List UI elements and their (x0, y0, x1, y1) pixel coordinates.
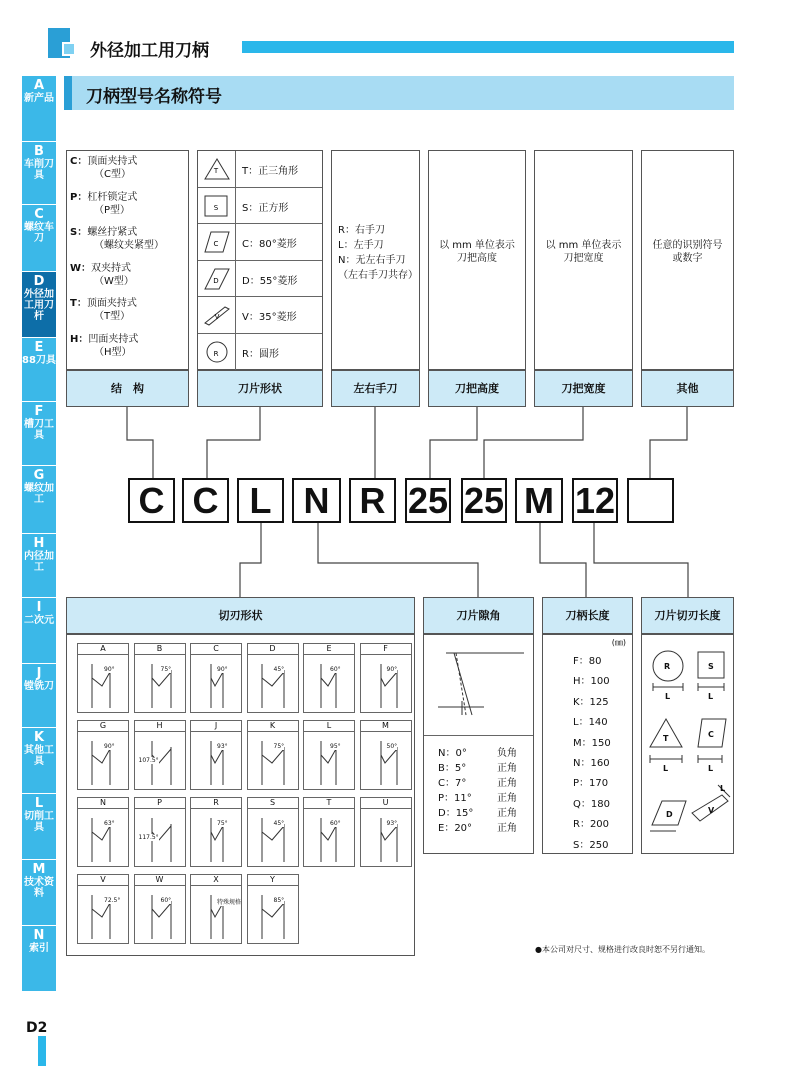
clamp-code: C： (70, 156, 88, 167)
cell-angle: 60° (160, 897, 172, 904)
cell-letter: V (78, 875, 128, 886)
subtitle: 刀柄型号名称符号 (86, 87, 222, 107)
cell-letter: Y (248, 875, 298, 886)
clearance-type: 正角 (497, 763, 517, 774)
sidebar-tab-text: 索引 (29, 943, 49, 954)
length-item: L：140 (573, 717, 608, 729)
cell-angle: 75° (217, 820, 228, 827)
cutting-shape-cell-w (134, 874, 186, 944)
sidebar-tab-text: 外径加工用刀杆 (24, 289, 54, 322)
code-box-2: C (182, 478, 229, 523)
insert-shape-text: S：正方形 (242, 202, 289, 214)
svg-text:V: V (214, 313, 220, 321)
page-number: D2 (26, 1020, 48, 1036)
svg-text:R: R (213, 349, 219, 358)
edge-length-diagrams (642, 635, 733, 853)
clamp-name: 杠杆锁定式 (87, 191, 138, 203)
clamp-sub: （T型） (94, 311, 131, 322)
edge-length-marks (663, 662, 725, 819)
length-unit: (㎜) (611, 638, 626, 647)
length-item: H：100 (573, 676, 610, 688)
cutting-edge-icon (191, 887, 241, 943)
cell-letter: P (135, 798, 185, 809)
clamp-sub: （C型） (94, 169, 131, 180)
cutting-edge-icon (304, 810, 354, 866)
clearance-code: N：0° (438, 748, 467, 759)
width-label: 刀把宽度 (534, 370, 633, 407)
hand-line: （左右手刀共存） (338, 270, 418, 281)
cell-letter: L (304, 721, 354, 732)
clearance-item (438, 821, 529, 836)
sidebar-tab-text: 镗铣刀 (24, 681, 54, 692)
insert-shape-label: 刀片形状 (197, 370, 323, 407)
length-label: 刀柄长度 (542, 597, 633, 634)
sidebar-tab-text: 切削工具 (24, 811, 54, 833)
cutting-edge-icon (78, 656, 128, 712)
cutting-edge-icon (304, 656, 354, 712)
clamp-name: 凹面夹持式 (88, 333, 139, 345)
clearance-type: 负角 (497, 748, 517, 759)
sidebar-tab-letter: B (34, 144, 44, 159)
cell-letter: S (248, 798, 298, 809)
code-box-4: N (292, 478, 341, 523)
length-item: F：80 (573, 656, 602, 667)
length-item: Q：180 (573, 798, 610, 810)
cell-angle: 90° (217, 666, 228, 673)
sidebar-tab-m[interactable] (22, 860, 56, 926)
cutting-edge-icon (248, 810, 298, 866)
cutting-shape-label: 切刃形状 (66, 597, 415, 634)
clearance-box (423, 634, 534, 854)
clamp-code: H： (70, 333, 89, 345)
sidebar-tab-text: 螺纹加工 (24, 483, 54, 505)
cutting-edge-icon (191, 810, 241, 866)
clearance-label: 刀片隙角 (423, 597, 534, 634)
other-label: 其他 (641, 370, 734, 407)
length-item: P：170 (573, 778, 609, 790)
clearance-item (438, 746, 529, 761)
cutting-shape-cell-p (134, 797, 186, 867)
sidebar-tab-letter: G (33, 468, 45, 483)
clamp-code: P： (70, 191, 88, 203)
cutting-shape-cell-r (190, 797, 242, 867)
cutting-shape-cell-g (77, 720, 129, 790)
page-number-bar (38, 1036, 46, 1066)
edge-length-label: 刀片切刃长度 (641, 597, 734, 634)
cutting-edge-icon (191, 656, 241, 712)
clearance-item (438, 761, 529, 776)
clamp-sub: （螺纹夹紧型） (94, 240, 164, 251)
cell-letter: M (361, 721, 411, 732)
cutting-shape-cell-x (190, 874, 242, 944)
length-item: K：125 (573, 696, 609, 708)
cutting-edge-icon (361, 733, 411, 789)
clearance-item (438, 776, 529, 791)
cell-angle: 95° (330, 743, 341, 750)
sidebar-tab-letter: H (33, 536, 45, 551)
cell-letter: B (135, 644, 185, 655)
clearance-type: 正角 (497, 778, 517, 789)
mark-r: R (664, 662, 671, 671)
sidebar-tab-text: 螺纹车刀 (24, 222, 54, 244)
clearance-code: E：20° (438, 823, 473, 834)
sidebar-tab-letter: C (34, 207, 44, 222)
svg-text:C: C (213, 240, 219, 248)
sidebar-tab-l[interactable] (22, 794, 56, 860)
cutting-edge-icon (135, 656, 185, 712)
code-box-5: R (349, 478, 396, 523)
clamp-name: 顶面夹持式 (87, 156, 138, 167)
cutting-edge-icon (191, 733, 241, 789)
height-text: 以 mm 单位表示刀把高度 (439, 240, 515, 264)
svg-text:D: D (213, 276, 219, 285)
cutting-shape-cell-u (360, 797, 412, 867)
mark-l-2: L (708, 692, 714, 701)
hand-line: R：右手刀 (338, 225, 385, 236)
code-box-6: 25 (405, 478, 451, 523)
length-item: S：250 (573, 839, 609, 851)
cutting-shape-cell-y (247, 874, 299, 944)
cutting-shape-cell-j (190, 720, 242, 790)
cell-letter: H (135, 721, 185, 732)
code-box-3: L (237, 478, 284, 523)
sidebar-tab-text: 技术资料 (24, 877, 54, 899)
cell-letter: G (78, 721, 128, 732)
cell-letter: W (135, 875, 185, 886)
cutting-edge-icon (361, 656, 411, 712)
cutting-shape-cell-d (247, 643, 299, 713)
sidebar-tab-n[interactable] (22, 926, 56, 992)
insert-shape-text: R：圆形 (242, 348, 279, 360)
mark-d: D (666, 810, 673, 819)
mark-t: T (663, 734, 669, 743)
sidebar-tab-text: 内径加工 (24, 551, 54, 573)
sidebar-tab-text: 二次元 (24, 615, 54, 626)
clamp-name: 顶面夹持式 (86, 298, 137, 309)
hand-line: N：无左右手刀 (338, 255, 406, 266)
hand-line: L：左手刀 (338, 240, 384, 251)
mark-s: S (708, 662, 714, 671)
cell-angle: 72.5° (104, 897, 121, 904)
cutting-shape-cell-v (77, 874, 129, 944)
cell-letter: K (248, 721, 298, 732)
cell-letter: D (248, 644, 298, 655)
insert-shape-text: D：55°菱形 (242, 275, 298, 287)
cutting-shape-cell-a (77, 643, 129, 713)
sidebar-tab-letter: L (34, 796, 44, 811)
clearance-code: B：5° (438, 763, 467, 774)
cutting-edge-icon (135, 887, 185, 943)
code-box-10 (627, 478, 674, 523)
cell-angle: 45° (273, 666, 285, 673)
sidebar-tab-letter: E (34, 340, 44, 355)
sidebar-tab-k[interactable] (22, 728, 56, 794)
width-text: 以 mm 单位表示刀把宽度 (545, 240, 622, 264)
clearance-code: C：7° (438, 778, 467, 789)
sidebar-tab-letter: A (33, 78, 45, 93)
sidebar-tab-letter: I (36, 600, 42, 615)
cutting-shape-cell-l (303, 720, 355, 790)
clearance-item (438, 806, 529, 821)
sidebar-tab-text: 其他工具 (24, 745, 54, 767)
clearance-code: P：11° (438, 793, 472, 804)
clamp-sub: （W型） (94, 275, 134, 287)
sidebar-tab-letter: F (34, 404, 44, 419)
svg-text:S: S (213, 203, 219, 212)
section-title: 外径加工用刀柄 (90, 41, 209, 61)
cell-angle: 90° (386, 666, 398, 673)
cutting-edge-icon (78, 733, 128, 789)
clearance-code: D：15° (438, 808, 474, 819)
code-box-1: C (128, 478, 175, 523)
cell-angle: 93° (217, 743, 228, 750)
cutting-edge-icon (361, 810, 411, 866)
cell-angle: 75° (160, 666, 172, 673)
mark-l-3: L (663, 764, 669, 773)
cell-letter: A (78, 644, 128, 655)
cell-letter: E (304, 644, 354, 655)
cell-letter: U (361, 798, 411, 809)
clearance-angle-diagram (424, 635, 533, 727)
sidebar-tab-letter: M (32, 862, 46, 877)
cell-angle: 60° (330, 820, 341, 827)
cutting-shape-cell-m (360, 720, 412, 790)
cell-letter: F (361, 644, 411, 655)
edge-length-box (641, 634, 734, 854)
sidebar-tab-j[interactable] (22, 664, 56, 728)
cutting-shape-cell-n (77, 797, 129, 867)
cell-angle: 117.5° (138, 834, 159, 841)
sidebar-tab-letter: K (33, 730, 45, 745)
cutting-shape-cell-t (303, 797, 355, 867)
clamp-sub: （H型） (94, 346, 132, 358)
clearance-type: 正角 (497, 793, 517, 804)
cutting-shape-cell-e (303, 643, 355, 713)
cutting-shape-box (66, 634, 415, 956)
code-box-9: 12 (572, 478, 618, 523)
mark-c: C (708, 730, 714, 739)
mark-l-5: L (720, 784, 726, 793)
sidebar-tab-text: 新产品 (24, 93, 54, 104)
insert-shape-text: V：35°菱形 (242, 312, 297, 323)
cell-letter: X (191, 875, 241, 886)
cutting-shape-cell-c (190, 643, 242, 713)
cutting-shape-cell-s (247, 797, 299, 867)
insert-shape-text: C：80°菱形 (242, 239, 297, 250)
cell-angle: 93° (386, 820, 398, 827)
code-box-7: 25 (461, 478, 507, 523)
sidebar-tab-text: 槽刀工具 (24, 419, 54, 441)
length-item: N：160 (573, 758, 610, 770)
cell-angle: 90° (104, 666, 115, 673)
cell-angle: 85° (273, 897, 285, 904)
code-box-8: M (515, 478, 563, 523)
cell-letter: J (191, 721, 241, 732)
insert-shape-text: T：正三角形 (242, 166, 299, 177)
cell-angle: 45° (273, 820, 285, 827)
cell-angle: 107.5° (138, 757, 159, 764)
clearance-type: 正角 (497, 823, 517, 834)
cutting-shape-cell-b (134, 643, 186, 713)
sidebar-tab-i[interactable] (22, 598, 56, 664)
mark-l-4: L (708, 764, 714, 773)
cell-angle: 75° (273, 743, 285, 750)
cutting-shape-cell-h (134, 720, 186, 790)
mark-l-1: L (665, 692, 671, 701)
clamp-label: 结 构 (66, 370, 189, 407)
length-item: R：200 (573, 819, 610, 831)
hand-label: 左右手刀 (331, 370, 420, 407)
clamp-code: T： (70, 298, 87, 309)
clamp-name: 螺丝拧紧式 (87, 227, 138, 238)
clearance-item (438, 791, 529, 806)
sidebar-tab-text: 车削刀具 (24, 159, 54, 181)
sidebar-tab-letter: J (36, 666, 42, 681)
footnote: ●本公司对尺寸、规格进行改良时恕不另行通知。 (535, 945, 710, 954)
clamp-code: W： (70, 262, 92, 274)
cell-angle: 60° (330, 666, 341, 673)
sidebar-tab-text: 88刀具 (22, 355, 56, 366)
clamp-name: 双夹持式 (91, 262, 132, 274)
clearance-type: 正角 (497, 808, 517, 819)
clamp-sub: （P型） (94, 204, 131, 216)
cell-angle: 63° (104, 820, 115, 827)
cell-letter: N (78, 798, 128, 809)
other-text: 任意的识别符号或数字 (652, 240, 723, 264)
length-item: M：150 (573, 737, 611, 749)
sidebar-tab-letter: D (33, 274, 45, 289)
cell-angle: 50° (386, 743, 398, 750)
cell-letter: T (304, 798, 354, 809)
cutting-shape-cell-k (247, 720, 299, 790)
cutting-edge-icon (248, 656, 298, 712)
cutting-edge-icon (248, 733, 298, 789)
cutting-edge-icon (78, 887, 128, 943)
cell-letter: R (191, 798, 241, 809)
clamp-code: S： (70, 227, 88, 238)
height-label: 刀把高度 (428, 370, 526, 407)
mark-v: V (708, 806, 715, 815)
svg-text:T: T (213, 167, 219, 175)
cell-angle: 特殊规格 (217, 899, 242, 906)
cutting-edge-icon (248, 887, 298, 943)
cutting-edge-icon (78, 810, 128, 866)
cell-angle: 90° (104, 743, 115, 750)
sidebar-tab-letter: N (33, 928, 45, 943)
cell-letter: C (191, 644, 241, 655)
cutting-edge-icon (304, 733, 354, 789)
cutting-shape-cell-f (360, 643, 412, 713)
length-box (542, 634, 633, 854)
